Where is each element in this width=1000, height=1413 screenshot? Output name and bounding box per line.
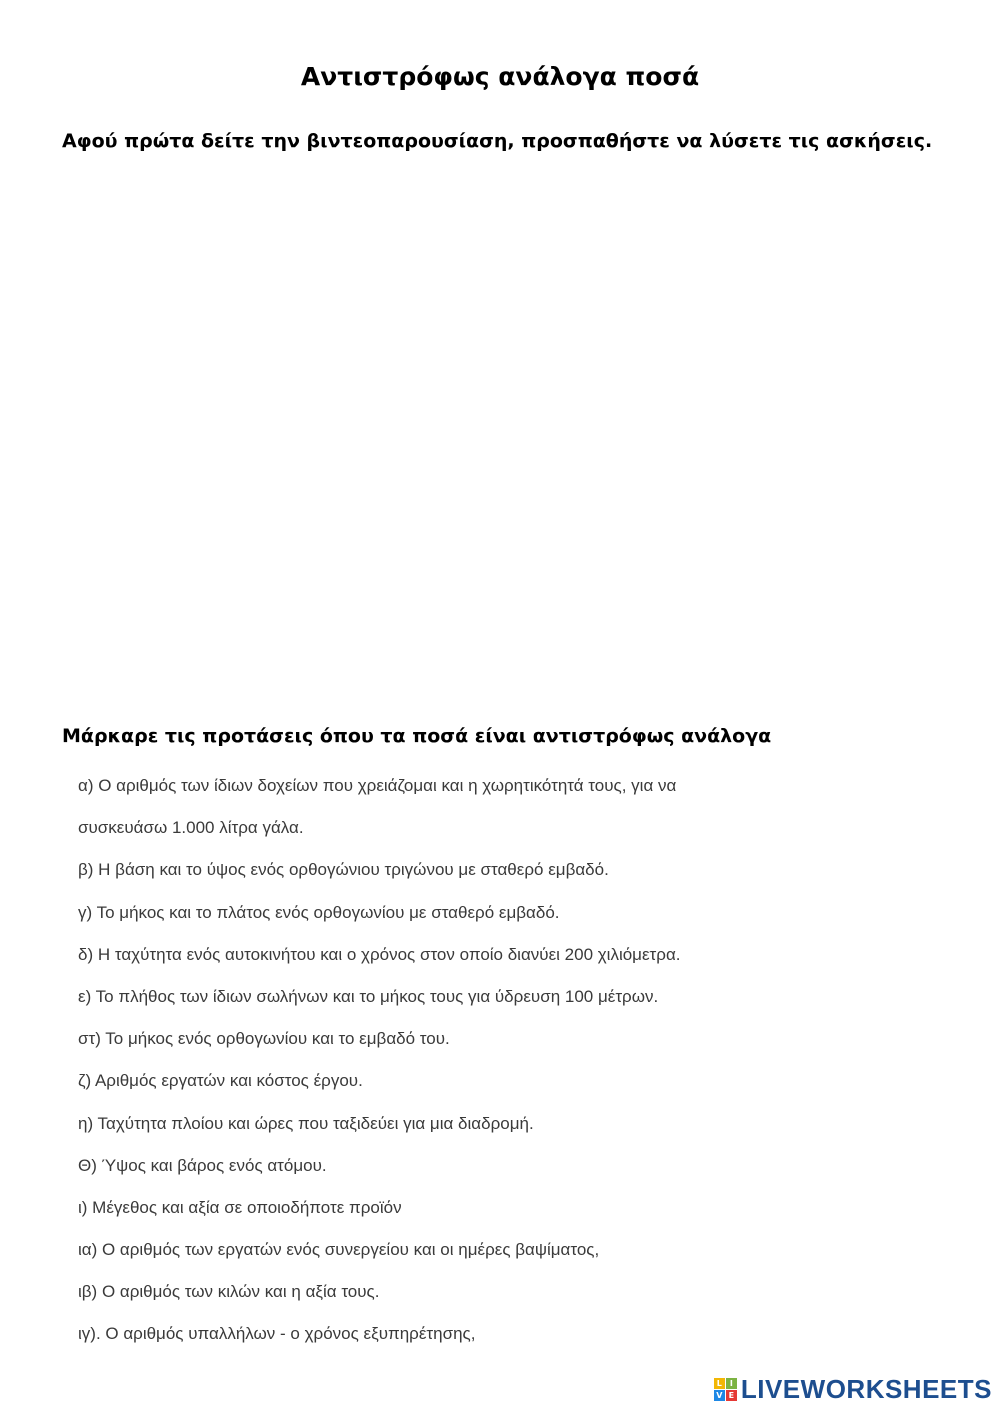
statement-item[interactable]: στ) Το μήκος ενός ορθογωνίου και το εμβαδό του.	[78, 1029, 450, 1049]
statement-item[interactable]: Θ) Ύψος και βάρος ενός ατόμου.	[78, 1155, 327, 1175]
logo-letter: E	[726, 1390, 737, 1401]
statement-item[interactable]: ζ) Αριθμός εργατών και κόστος έργου.	[78, 1071, 363, 1091]
exercise-heading: Μάρκαρε τις προτάσεις όπου τα ποσά είναι αντιστρόφως ανάλογα	[62, 725, 772, 747]
logo-letter: V	[714, 1390, 725, 1401]
statement-item[interactable]: α) Ο αριθμός των ίδιων δοχείων που χρειάζομαι και η χωρητικότητά τους, για να	[78, 776, 677, 795]
logo-letter: I	[726, 1378, 737, 1389]
instructions-text: Αφού πρώτα δείτε την βιντεοπαρουσίαση, προσπαθήστε να λύσετε τις ασκήσεις.	[62, 130, 933, 152]
statement-item[interactable]: συσκευάσω 1.000 λίτρα γάλα.	[78, 818, 304, 838]
brand-name: LIVEWORKSHEETS	[740, 1374, 992, 1404]
logo-mark-icon	[714, 1378, 737, 1401]
statement-item[interactable]: ιβ) Ο αριθμός των κιλών και η αξία τους.	[78, 1282, 380, 1302]
statement-list	[78, 772, 958, 1363]
statement-item[interactable]: η) Ταχύτητα πλοίου και ώρες που ταξιδεύει για μια διαδρομή.	[78, 1113, 534, 1133]
page-title: Αντιστρόφως ανάλογα ποσά	[300, 62, 700, 91]
liveworksheets-logo	[714, 1374, 992, 1405]
statement-item[interactable]: δ) Η ταχύτητα ενός αυτοκινήτου και ο χρόνος στον οποίο διανύει 200 χιλιόμετρα.	[78, 944, 681, 964]
statement-item[interactable]: β) Η βάση και το ύψος ενός ορθογώνιου τριγώνου με σταθερό εμβαδό.	[78, 860, 609, 880]
video-presentation-area[interactable]	[62, 180, 938, 690]
logo-letter: L	[714, 1378, 725, 1389]
statement-item[interactable]: ιγ). Ο αριθμός υπαλλήλων - ο χρόνος εξυπηρέτησης,	[78, 1324, 476, 1344]
statement-item[interactable]: ι) Μέγεθος και αξία σε οποιοδήποτε προϊόν	[78, 1197, 402, 1217]
statement-item[interactable]: γ) Το μήκος και το πλάτος ενός ορθογωνίου με σταθερό εμβαδό.	[78, 902, 560, 922]
statement-item[interactable]: ε) Το πλήθος των ίδιων σωλήνων και το μήκος τους για ύδρευση 100 μέτρων.	[78, 986, 659, 1006]
statement-item[interactable]: ια) Ο αριθμός των εργατών ενός συνεργείου και οι ημέρες βαψίματος,	[78, 1240, 600, 1260]
